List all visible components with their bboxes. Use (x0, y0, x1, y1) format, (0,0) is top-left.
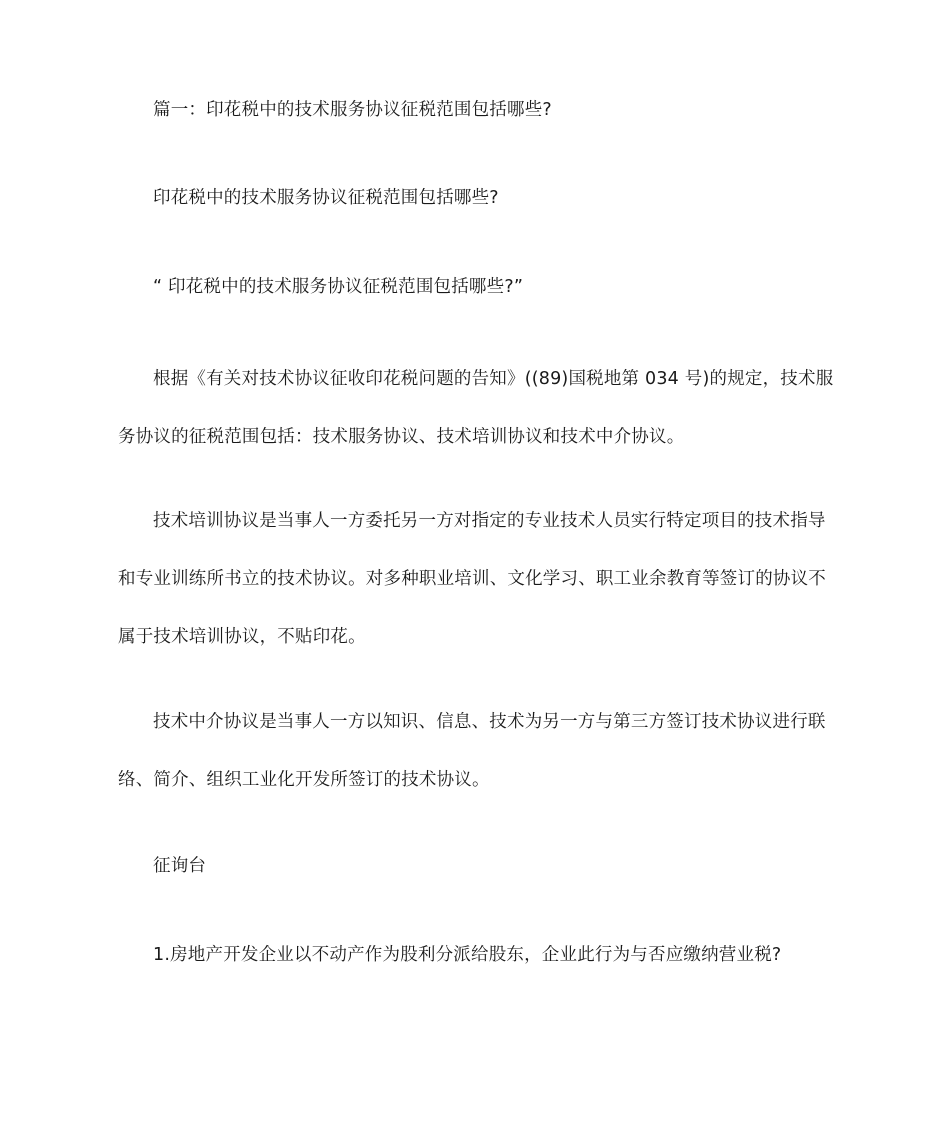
consultation-section-heading: 征询台 (153, 856, 207, 876)
regulation-paragraph: 根据《有关对技术协议征收印花税问题的告知》((89)国税地第 034 号)的规定，技术服务协议的征税范围包括：技术服务协议、技术培训协议和技术中介协议。 (118, 369, 834, 447)
consultation-question-paragraph: 1.房地产开发企业以不动产作为股利分派给股东，企业此行为与否应缴纳营业税? (153, 945, 782, 965)
question-paragraph: 印花税中的技术服务协议征税范围包括哪些? (153, 188, 499, 208)
intermediary-agreement-paragraph: 技术中介协议是当事人一方以知识、信息、技术为另一方与第三方签订技术协议进行联络、简介、组织工业化开发所签订的技术协议。 (118, 712, 826, 790)
article-heading: 篇一：印花税中的技术服务协议征税范围包括哪些? (153, 100, 552, 120)
training-agreement-paragraph: 技术培训协议是当事人一方委托另一方对指定的专业技术人员实行特定项目的技术指导和专业训练所书立的技术协议。对多种职业培训、文化学习、职工业余教育等签订的协议不属于技术培训协议，不贴印花。 (118, 511, 826, 647)
quoted-question-paragraph: “ 印花税中的技术服务协议征税范围包括哪些?” (153, 277, 524, 297)
